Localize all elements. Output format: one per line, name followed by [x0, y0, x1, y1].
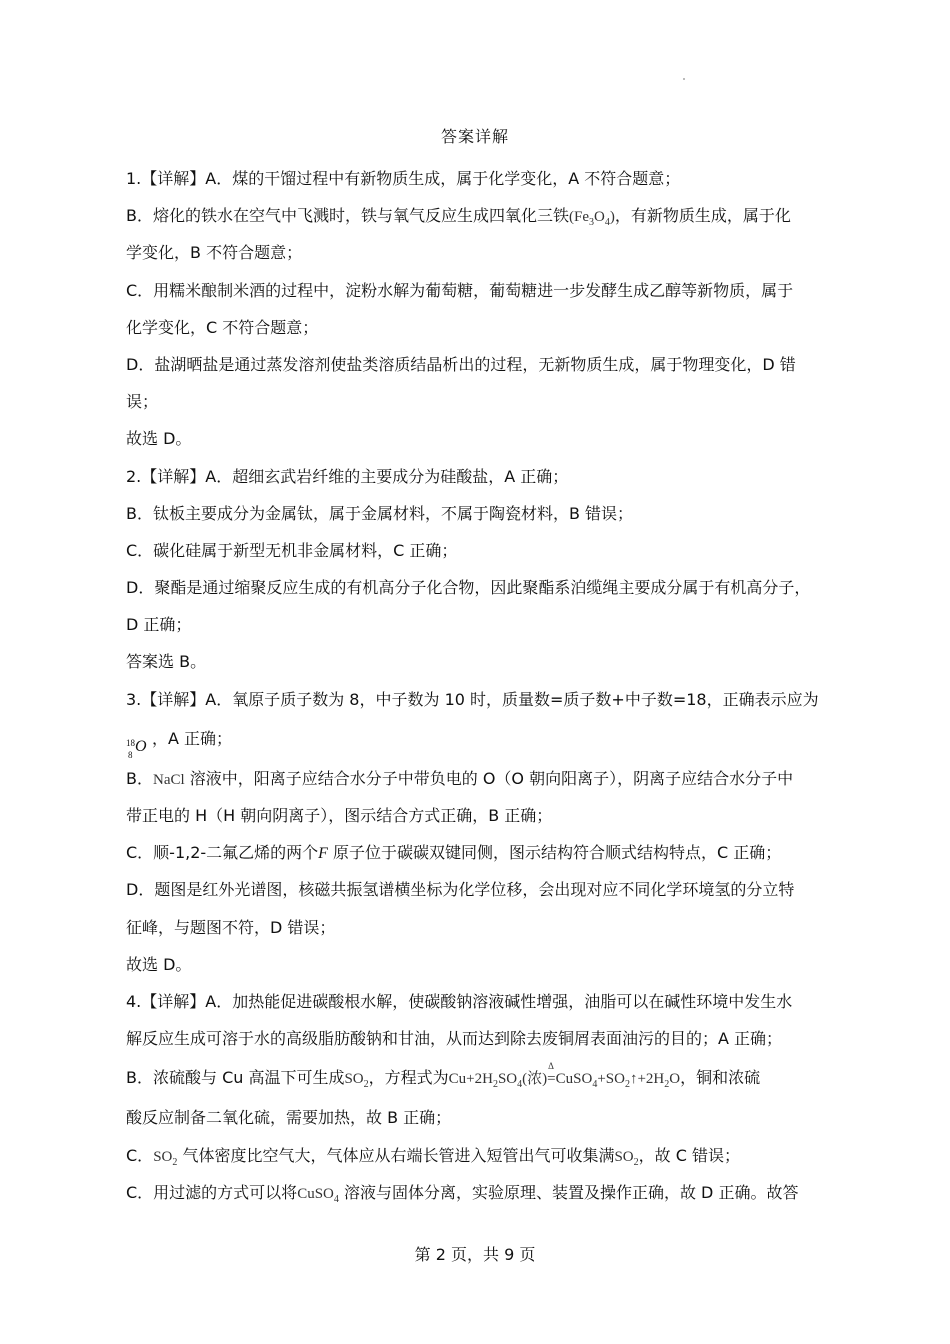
text-line: D．聚酯是通过缩聚反应生成的有机高分子化合物，因此聚酯系泊缆绳主要成分属于有机高分子， [126, 578, 811, 598]
text-line: D 正确； [126, 615, 192, 635]
text-line: 征峰，与题图不符，D 错误； [126, 917, 336, 937]
formula-so2: $SO_2$ [614, 1148, 639, 1168]
formula-nacl: NaCl [152, 771, 185, 788]
text-line: C．用糯米酿制米酒的过程中，淀粉水解为葡萄糖，葡萄糖进一步发酵生成乙醇等新物质，属于 [126, 280, 794, 300]
text-line: B．钛板主要成分为金属钛，属于金属材料，不属于陶瓷材料，B 错误； [126, 503, 634, 523]
text-line: D．盐湖晒盐是通过蒸发溶剂使盐类溶质结晶析出的过程，无新物质生成，属于物理变化，D 错 [126, 354, 796, 374]
formula-so2: $SO_2$ [344, 1071, 369, 1091]
text-line: D．题图是红外光谱图，核磁共振氢谱横坐标为化学位移，会出现对应不同化学环境氢的分立特 [126, 880, 795, 900]
text-line: 答案选 B。 [126, 652, 207, 672]
text-line: 带正电的 H（H 朝向阴离子），图示结合方式正确，B 正确； [126, 806, 553, 825]
text-line: 酸反应制备二氧化硫，需要加热，故 B 正确； [126, 1108, 452, 1128]
text-line: 学变化，B 不符合题意； [126, 243, 303, 263]
text-line: 故选 D。 [126, 954, 192, 974]
scan-speck [683, 78, 685, 80]
page-footer: 第 2 页，共 9 页 [414, 1245, 536, 1264]
text-line: C．$SO_2$ 气体密度比空气大，气体应从右端长管进入短管出气可收集满$SO_2$，故 C 错误； [126, 1145, 741, 1168]
text-line: 2.【详解】A．超细玄武岩纤维的主要成分为硅酸盐，A 正确； [126, 466, 569, 486]
isotope-o18: 18 8 O [126, 737, 147, 760]
answer-content [126, 160, 830, 1211]
text-line: 误； [126, 392, 159, 412]
formula-so2: $SO_2$ [153, 1148, 178, 1168]
text-line: B．熔化的铁水在空气中飞溅时，铁与氧气反应生成四氧化三铁$(Fe_3O_4)$，有新物质生成，属于化 [126, 206, 791, 229]
formula-cuso4: CuSO$_4$ [297, 1185, 339, 1205]
text-line: B．浓硫酸与 Cu 高温下可生成$SO_2$，方程式为$Cu+2H_2SO_4$(浓) Δ $=CuSO_4+SO_2↑+2H_2O$，铜和浓硫 [126, 1061, 761, 1091]
reaction-equation: $Cu+2H_2SO_4$(浓) Δ $=CuSO_4+SO_2↑+2H_2O$ [448, 1061, 681, 1091]
text-line: 化学变化，C 不符合题意； [126, 317, 319, 337]
text-line: 4.【详解】A．加热能促进碳酸根水解，使碳酸钠溶液碱性增强，油脂可以在碱性环境中发生水 [126, 991, 793, 1011]
text-line: 3.【详解】A．氧原子质子数为 8，中子数为 10 时，质量数=质子数+中子数=18，正确表示应为 [126, 689, 819, 709]
text-line: C．碳化硅属于新型无机非金属材料，C 正确； [126, 540, 458, 560]
text-line: C．用过滤的方式可以将CuSO$_4$ 溶液与固体分离，实验原理、装置及操作正确，故 D 正确。故答 [126, 1182, 799, 1205]
text-line: 解反应生成可溶于水的高级脂肪酸钠和甘油，从而达到除去废铜屑表面油污的目的；A 正确； [126, 1029, 783, 1049]
text-line: C．顺-1,2-二氟乙烯的两个F 原子位于碳碳双键同侧，图示结构符合顺式结构特点，C 正确； [126, 843, 782, 863]
text-line: 1.【详解】A．煤的干馏过程中有新物质生成，属于化学变化，A 不符合题意； [126, 169, 681, 188]
page-title: 答案详解 [440, 127, 509, 146]
formula-fe3o4: $(Fe_3O_4)$ [568, 209, 615, 229]
symbol-f: F [318, 845, 328, 863]
text-line: 故选 D。 [126, 429, 192, 449]
text-line: 18 8 O ，A 正确； [126, 728, 233, 760]
text-line: B．NaCl 溶液中，阳离子应结合水分子中带负电的 O（O 朝向阳离子），阴离子应结合水分子中 [126, 768, 794, 788]
